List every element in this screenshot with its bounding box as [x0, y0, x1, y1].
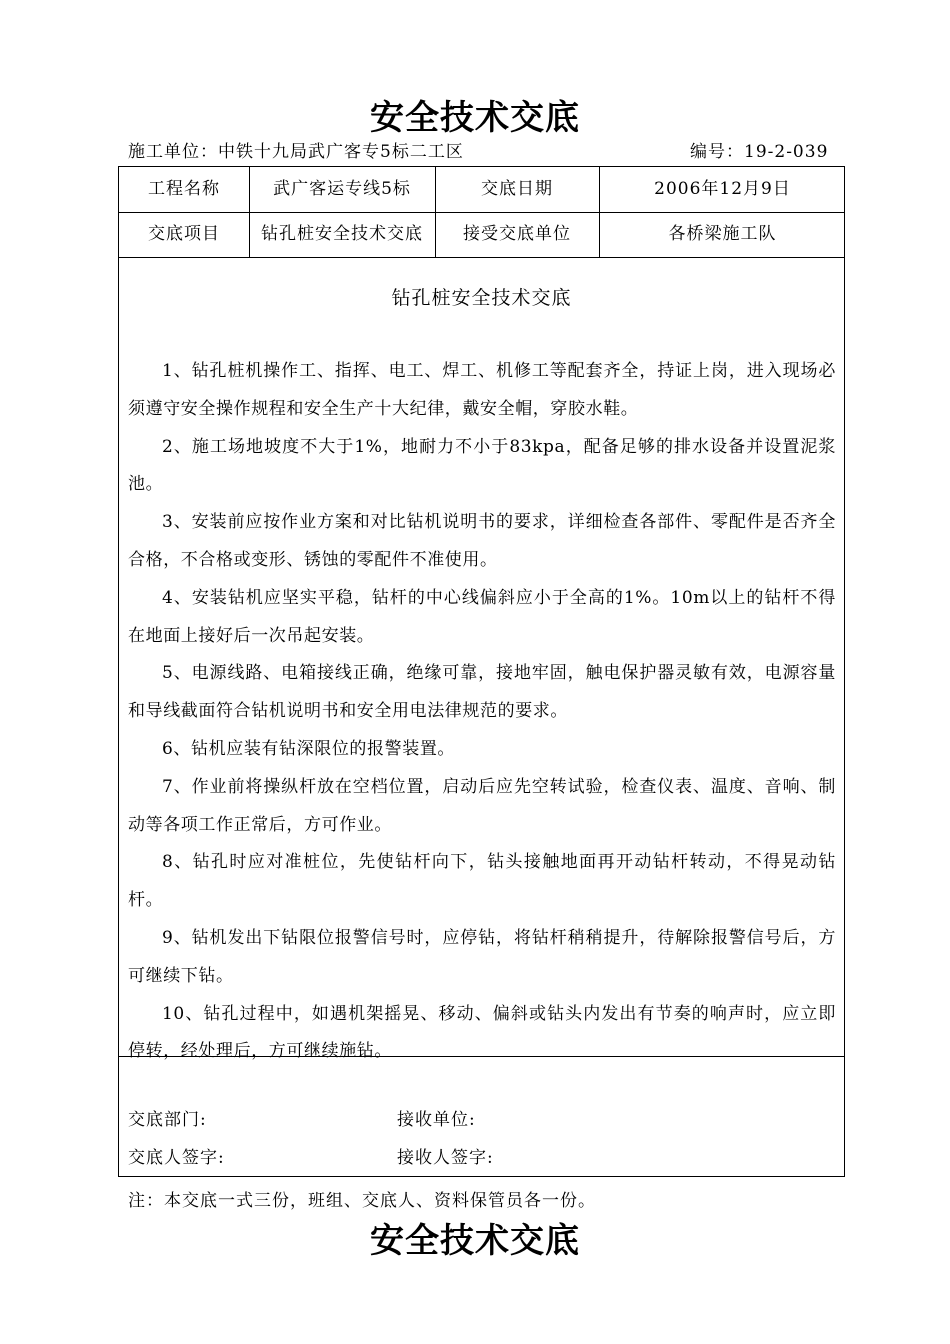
- briefing-date-value: 2006年12月9日: [654, 179, 791, 199]
- content-paragraph: 3、安装前应按作业方案和对比钻机说明书的要求，详细检查各部件、零配件是否齐全合格，不合格或变形、锈蚀的零配件不准使用。: [128, 512, 836, 570]
- content-paragraph: 10、钻孔过程中，如遇机架摇晃、移动、偏斜或钻头内发出有节奏的响声时，应立即停转，经处理后，方可继续施钻。: [128, 1003, 836, 1062]
- row-divider: [119, 257, 844, 258]
- content-paragraph: 7、作业前将操纵杆放在空档位置，启动后应先空转试验，检查仪表、温度、音响、制动等各项工作正常后，方可作业。: [128, 776, 836, 835]
- content-paragraph: 1、钻孔桩机操作工、指挥、电工、焊工、机修工等配套齐全，持证上岗，进入现场必须遵守安全操作规程和安全生产十大纪律，戴安全帽，穿胶水鞋。: [128, 361, 836, 419]
- briefing-item-label: 交底项目: [148, 224, 220, 244]
- content-paragraph: 2、施工场地坡度不大于1%，地耐力不小于83kpa，配备足够的排水设备并设置泥浆池。: [128, 436, 836, 495]
- receiving-unit-value: 各桥梁施工队: [668, 224, 777, 244]
- content-paragraph: 9、钻机发出下钻限位报警信号时，应停钻，将钻杆稍稍提升，待解除报警信号后，方可继续下钻。: [128, 927, 836, 986]
- footnote: 注：本交底一式三份，班组、交底人、资料保管员各一份。: [128, 1191, 596, 1211]
- receiver-signature-label: 接收人签字:: [397, 1148, 494, 1168]
- content-heading: 钻孔桩安全技术交底: [391, 287, 572, 309]
- briefing-date-label: 交底日期: [481, 179, 553, 199]
- content-paragraph: 4、安装钻机应坚实平稳，钻杆的中心线偏斜应小于全高的1%。10m以上的钻杆不得在地面上接好后一次吊起安装。: [128, 587, 836, 646]
- project-name-value: 武广客运专线5标: [273, 179, 411, 199]
- construction-unit: 施工单位：中铁十九局武广客专5标二工区: [128, 142, 464, 162]
- briefing-form: [118, 166, 845, 1177]
- project-name-label: 工程名称: [148, 179, 220, 199]
- content-body: [128, 353, 836, 1071]
- briefer-signature-label: 交底人签字:: [128, 1148, 225, 1168]
- content-paragraph: 6、钻机应装有钻深限位的报警装置。: [162, 738, 456, 759]
- next-page-title: 安全技术交底: [370, 1221, 580, 1261]
- document-number: 编号：19-2-039: [690, 142, 829, 162]
- content-paragraph: 8、钻孔时应对准桩位，先使钻杆向下，钻头接触地面再开动钻杆转动，不得晃动钻杆。: [128, 852, 836, 911]
- receiving-unit-sign-label: 接收单位:: [397, 1110, 476, 1130]
- content-paragraph: 5、电源线路、电箱接线正确，绝缘可靠，接地牢固，触电保护器灵敏有效，电源容量和导线截面符合钻机说明书和安全用电法律规范的要求。: [128, 663, 836, 722]
- document-title: 安全技术交底: [370, 98, 580, 138]
- briefing-department-label: 交底部门:: [128, 1110, 207, 1130]
- briefing-item-value: 钻孔桩安全技术交底: [261, 224, 423, 244]
- receiving-unit-label: 接受交底单位: [463, 224, 571, 244]
